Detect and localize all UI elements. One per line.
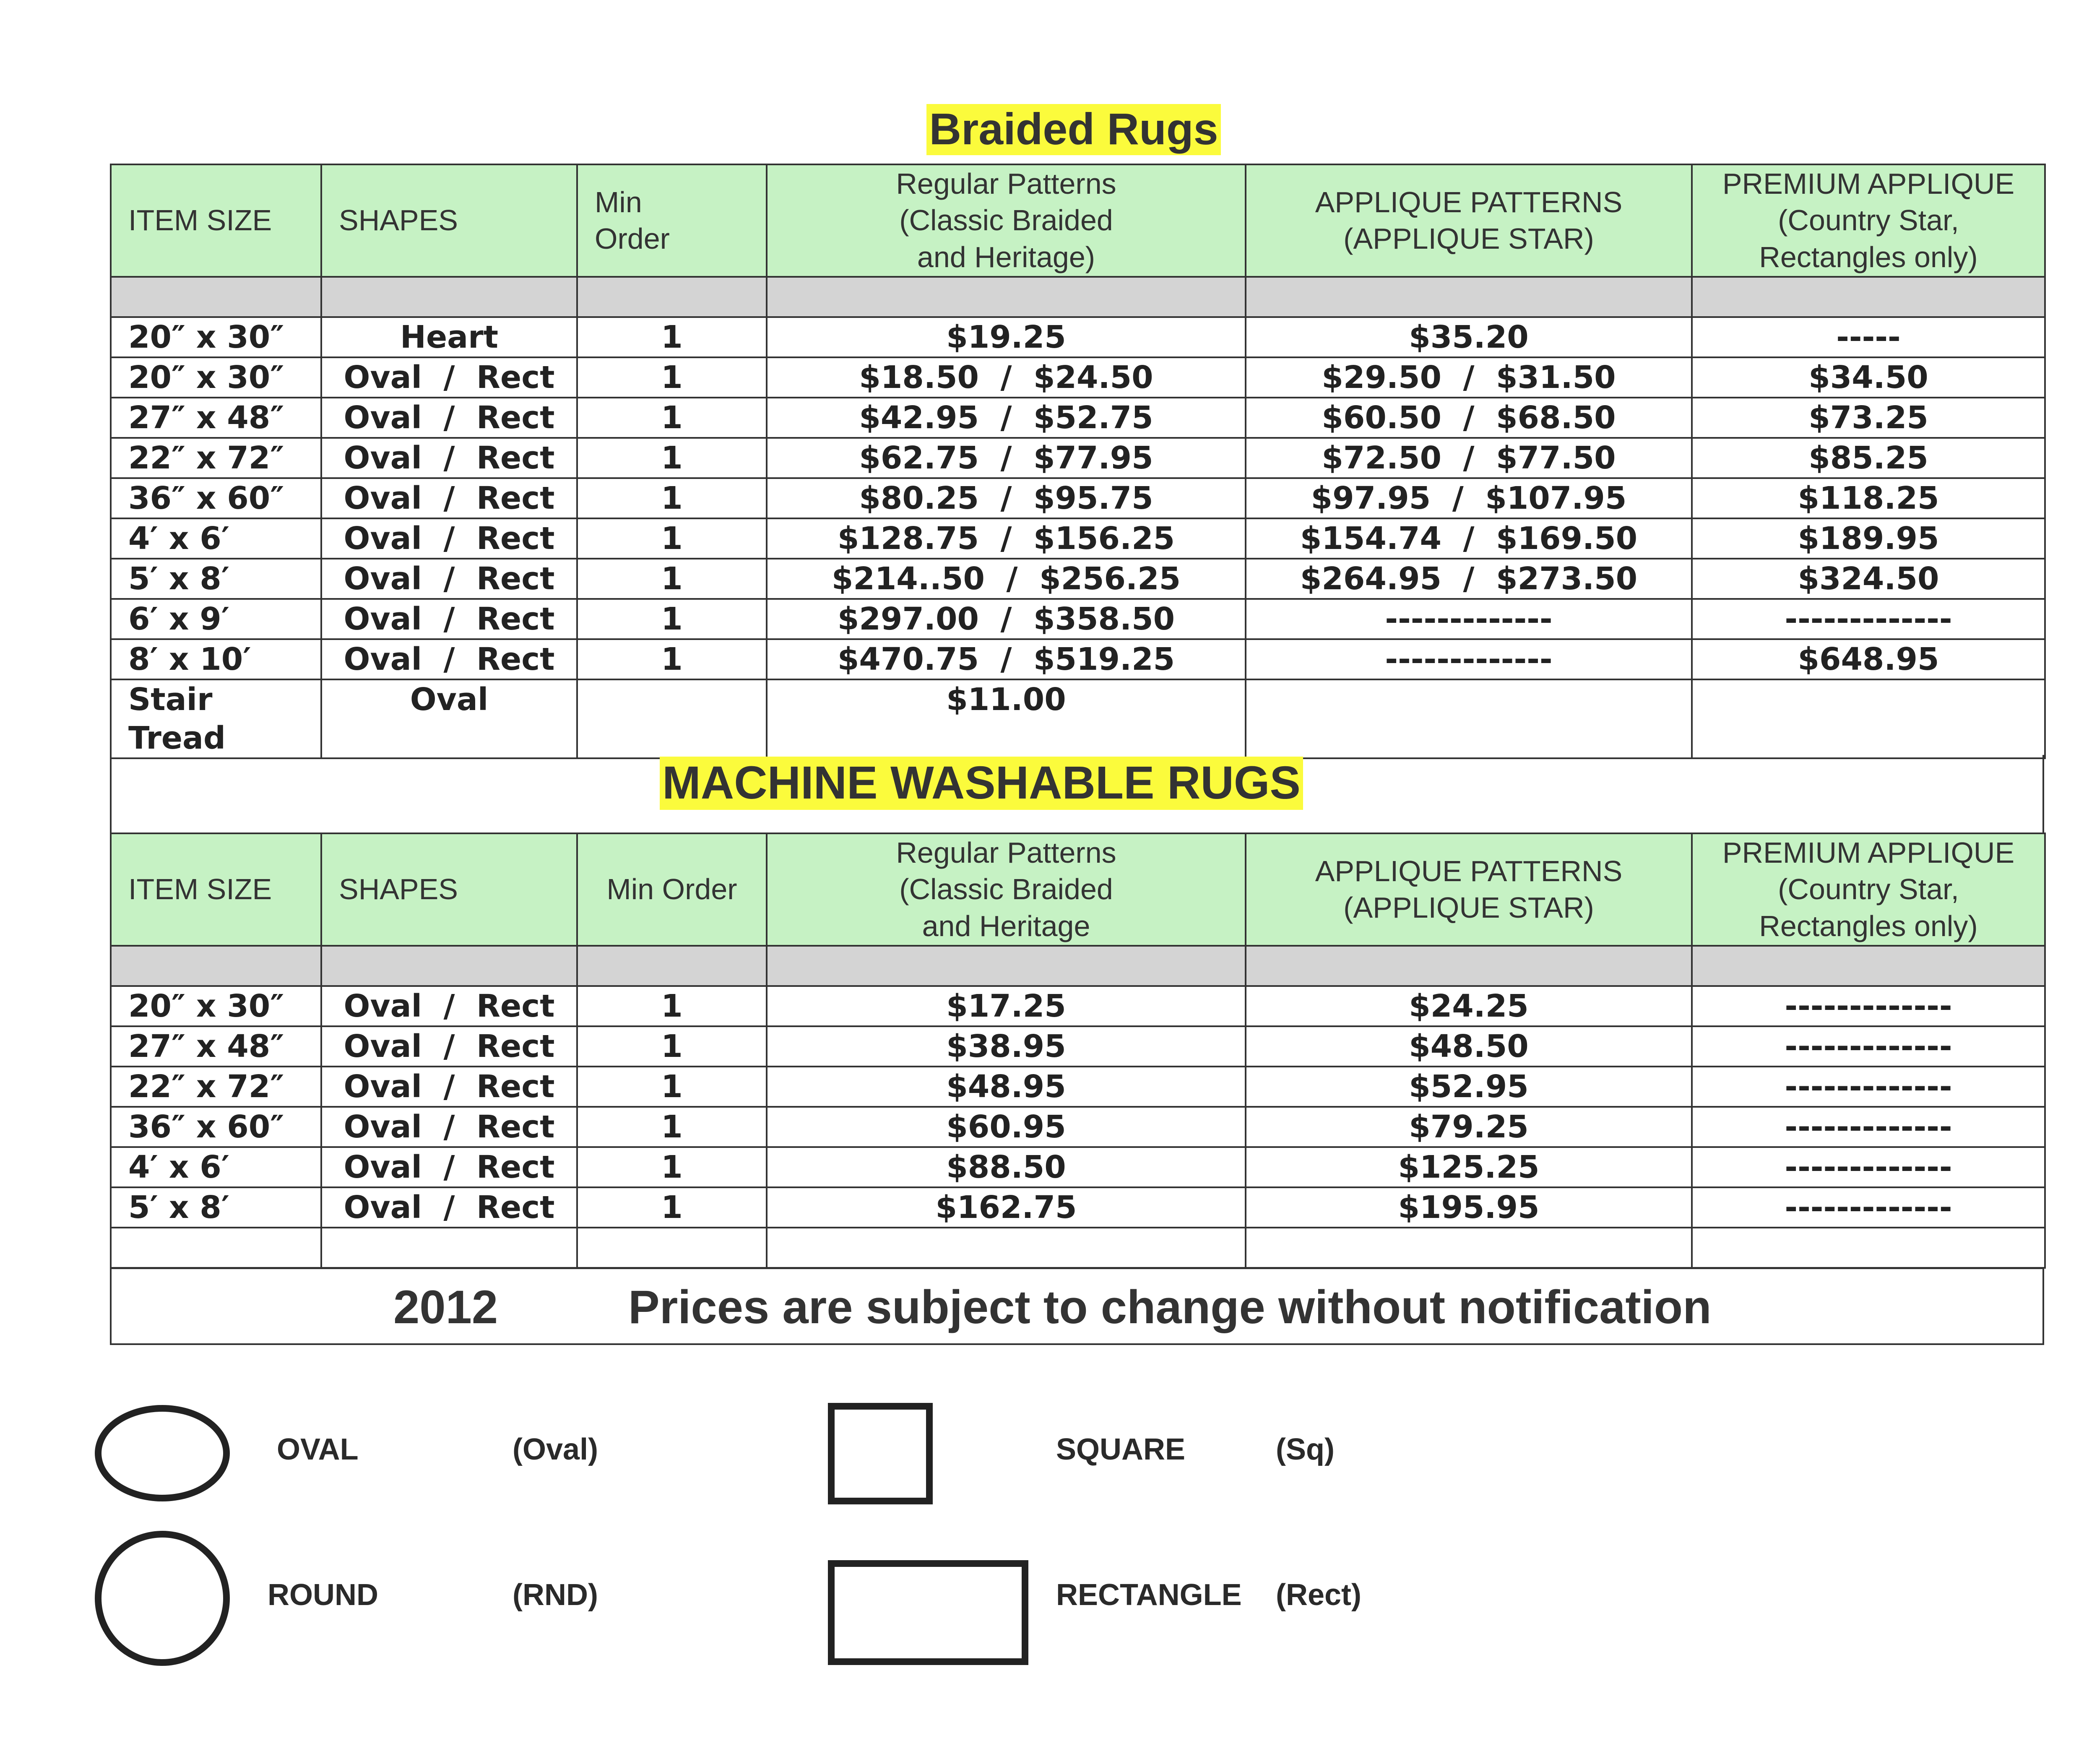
table-cell: Oval / Rect bbox=[321, 1067, 577, 1107]
table-cell: 1 bbox=[577, 518, 767, 559]
table-cell: $80.25 / $95.75 bbox=[767, 478, 1246, 518]
table-cell: ------------- bbox=[1692, 986, 2045, 1026]
legend-rectangle-abbr: (Rect) bbox=[1276, 1578, 1362, 1612]
washable-header-cell: ITEM SIZE bbox=[111, 833, 321, 946]
legend-round-abbr: (RND) bbox=[513, 1578, 598, 1612]
table-cell: 22″ x 72″ bbox=[111, 438, 321, 478]
table-cell: $324.50 bbox=[1692, 559, 2045, 599]
table-cell: $35.20 bbox=[1246, 317, 1692, 357]
table-cell bbox=[1692, 679, 2045, 758]
legend-rectangle-name: RECTANGLE bbox=[1056, 1578, 1242, 1612]
table-cell: 20″ x 30″ bbox=[111, 986, 321, 1026]
table-cell: Oval / Rect bbox=[321, 559, 577, 599]
table-cell: ------------- bbox=[1692, 599, 2045, 639]
braided-header-row bbox=[111, 164, 2045, 277]
washable-spacer-cell bbox=[767, 946, 1246, 986]
braided-rugs-table bbox=[110, 164, 2046, 759]
table-cell: ------------- bbox=[1692, 1107, 2045, 1147]
table-cell: $470.75 / $519.25 bbox=[767, 639, 1246, 679]
table-cell: ------------- bbox=[1246, 599, 1692, 639]
table-row bbox=[111, 317, 2045, 357]
washable-spacer-cell bbox=[1692, 946, 2045, 986]
blank-cell bbox=[111, 1228, 321, 1268]
braided-header-cell: SHAPES bbox=[321, 164, 577, 277]
braided-header-cell: ITEM SIZE bbox=[111, 164, 321, 277]
table-cell: 1 bbox=[577, 559, 767, 599]
table-cell: $79.25 bbox=[1246, 1107, 1692, 1147]
table-cell: Oval / Rect bbox=[321, 438, 577, 478]
table-cell: $60.50 / $68.50 bbox=[1246, 398, 1692, 438]
table-cell bbox=[577, 679, 767, 758]
table-cell: 27″ x 48″ bbox=[111, 398, 321, 438]
table-cell: 1 bbox=[577, 1147, 767, 1187]
table-cell: $97.95 / $107.95 bbox=[1246, 478, 1692, 518]
blank-cell bbox=[1246, 1228, 1692, 1268]
table-cell: 36″ x 60″ bbox=[111, 1107, 321, 1147]
washable-spacer-cell bbox=[111, 946, 321, 986]
table-cell: 1 bbox=[577, 438, 767, 478]
table-cell: $118.25 bbox=[1692, 478, 2045, 518]
table-cell: 4′ x 6′ bbox=[111, 518, 321, 559]
table-cell: 20″ x 30″ bbox=[111, 317, 321, 357]
table-cell: $48.50 bbox=[1246, 1026, 1692, 1067]
table-cell: $125.25 bbox=[1246, 1147, 1692, 1187]
table-row bbox=[111, 438, 2045, 478]
table-row bbox=[111, 1147, 2045, 1187]
braided-spacer-cell bbox=[767, 277, 1246, 317]
washable-header-cell: PREMIUM APPLIQUE (Country Star, Rectangles only) bbox=[1692, 833, 2045, 946]
table-cell: Oval / Rect bbox=[321, 599, 577, 639]
table-cell: $62.75 / $77.95 bbox=[767, 438, 1246, 478]
table-cell: ------------- bbox=[1692, 1026, 2045, 1067]
oval-shape-icon bbox=[95, 1405, 230, 1501]
table-cell: $88.50 bbox=[767, 1147, 1246, 1187]
blank-row bbox=[111, 1228, 2045, 1268]
washable-spacer-row bbox=[111, 946, 2045, 986]
table-cell: 27″ x 48″ bbox=[111, 1026, 321, 1067]
table-cell: 36″ x 60″ bbox=[111, 478, 321, 518]
braided-spacer-row bbox=[111, 277, 2045, 317]
table-row bbox=[111, 518, 2045, 559]
table-cell: ------------- bbox=[1692, 1147, 2045, 1187]
table-cell: Oval / Rect bbox=[321, 1026, 577, 1067]
washable-spacer-cell bbox=[321, 946, 577, 986]
table-row bbox=[111, 1026, 2045, 1067]
table-cell: Heart bbox=[321, 317, 577, 357]
table-row bbox=[111, 1187, 2045, 1228]
table-cell: 1 bbox=[577, 317, 767, 357]
table-cell: 4′ x 6′ bbox=[111, 1147, 321, 1187]
table-cell: $72.50 / $77.50 bbox=[1246, 438, 1692, 478]
table-cell: $11.00 bbox=[767, 679, 1246, 758]
table-cell: Oval / Rect bbox=[321, 478, 577, 518]
table-cell: 1 bbox=[577, 478, 767, 518]
washable-header-cell: SHAPES bbox=[321, 833, 577, 946]
table-cell: $214..50 / $256.25 bbox=[767, 559, 1246, 599]
table-row bbox=[111, 478, 2045, 518]
braided-spacer-cell bbox=[1692, 277, 2045, 317]
table-cell bbox=[1246, 679, 1692, 758]
table-cell: Oval / Rect bbox=[321, 518, 577, 559]
braided-spacer-cell bbox=[321, 277, 577, 317]
blank-cell bbox=[321, 1228, 577, 1268]
table-cell: 1 bbox=[577, 1187, 767, 1228]
table-cell: $648.95 bbox=[1692, 639, 2045, 679]
table-cell: Stair Tread bbox=[111, 679, 321, 758]
washable-header-cell: Min Order bbox=[577, 833, 767, 946]
price-change-note: Prices are subject to change without notification bbox=[628, 1281, 1712, 1333]
blank-cell bbox=[767, 1228, 1246, 1268]
braided-header-cell: APPLIQUE PATTERNS (APPLIQUE STAR) bbox=[1246, 164, 1692, 277]
table-cell: $19.25 bbox=[767, 317, 1246, 357]
braided-header-cell: PREMIUM APPLIQUE (Country Star, Rectangles only) bbox=[1692, 164, 2045, 277]
blank-cell bbox=[577, 1228, 767, 1268]
washable-spacer-cell bbox=[577, 946, 767, 986]
table-cell: $73.25 bbox=[1692, 398, 2045, 438]
legend-square-name: SQUARE bbox=[1056, 1433, 1186, 1466]
price-year: 2012 bbox=[393, 1281, 498, 1333]
legend-round-name: ROUND bbox=[268, 1578, 378, 1612]
washable-rugs-title-wrap bbox=[0, 757, 2097, 810]
table-cell: 8′ x 10′ bbox=[111, 639, 321, 679]
table-cell: Oval bbox=[321, 679, 577, 758]
braided-spacer-cell bbox=[577, 277, 767, 317]
table-cell: 1 bbox=[577, 357, 767, 398]
braided-rugs-title: Braided Rugs bbox=[926, 104, 1220, 155]
price-note-footer bbox=[110, 1267, 2044, 1345]
table-cell: Oval / Rect bbox=[321, 1187, 577, 1228]
washable-header-cell: Regular Patterns (Classic Braided and Heritage bbox=[767, 833, 1246, 946]
braided-header-cell: Regular Patterns (Classic Braided and Heritage) bbox=[767, 164, 1246, 277]
table-cell: $154.74 / $169.50 bbox=[1246, 518, 1692, 559]
table-cell: Oval / Rect bbox=[321, 1147, 577, 1187]
table-cell: Oval / Rect bbox=[321, 639, 577, 679]
table-cell: 20″ x 30″ bbox=[111, 357, 321, 398]
table-cell: $195.95 bbox=[1246, 1187, 1692, 1228]
washable-header-row bbox=[111, 833, 2045, 946]
table-row bbox=[111, 639, 2045, 679]
braided-spacer-cell bbox=[111, 277, 321, 317]
table-cell: $17.25 bbox=[767, 986, 1246, 1026]
legend-oval-abbr: (Oval) bbox=[513, 1433, 598, 1466]
washable-rugs-title: MACHINE WASHABLE RUGS bbox=[660, 757, 1303, 810]
table-cell: $38.95 bbox=[767, 1026, 1246, 1067]
table-cell: 5′ x 8′ bbox=[111, 1187, 321, 1228]
table-cell: ------------- bbox=[1246, 639, 1692, 679]
table-cell: $128.75 / $156.25 bbox=[767, 518, 1246, 559]
table-cell: 1 bbox=[577, 986, 767, 1026]
table-cell: $18.50 / $24.50 bbox=[767, 357, 1246, 398]
braided-header-cell: Min Order bbox=[577, 164, 767, 277]
table-cell: ------------- bbox=[1692, 1067, 2045, 1107]
table-cell: 1 bbox=[577, 599, 767, 639]
table-cell: $34.50 bbox=[1692, 357, 2045, 398]
table-cell: Oval / Rect bbox=[321, 398, 577, 438]
washable-rugs-table bbox=[110, 833, 2046, 1269]
table-cell: 6′ x 9′ bbox=[111, 599, 321, 639]
washable-spacer-cell bbox=[1246, 946, 1692, 986]
washable-header-cell: APPLIQUE PATTERNS (APPLIQUE STAR) bbox=[1246, 833, 1692, 946]
table-row bbox=[111, 559, 2045, 599]
legend-oval-name: OVAL bbox=[277, 1433, 359, 1466]
table-row bbox=[111, 357, 2045, 398]
table-cell: $42.95 / $52.75 bbox=[767, 398, 1246, 438]
table-cell: ----- bbox=[1692, 317, 2045, 357]
table-cell: $60.95 bbox=[767, 1107, 1246, 1147]
table-cell: Oval / Rect bbox=[321, 986, 577, 1026]
table-cell: $29.50 / $31.50 bbox=[1246, 357, 1692, 398]
table-cell: $52.95 bbox=[1246, 1067, 1692, 1107]
table-row bbox=[111, 398, 2045, 438]
table-row bbox=[111, 1107, 2045, 1147]
rectangle-shape-icon bbox=[828, 1560, 1028, 1665]
braided-spacer-cell bbox=[1246, 277, 1692, 317]
table-row bbox=[111, 986, 2045, 1026]
round-shape-icon bbox=[95, 1531, 230, 1666]
table-cell: $297.00 / $358.50 bbox=[767, 599, 1246, 639]
table-cell: $162.75 bbox=[767, 1187, 1246, 1228]
table-cell: 1 bbox=[577, 639, 767, 679]
table-row bbox=[111, 679, 2045, 758]
table-cell: ------------- bbox=[1692, 1187, 2045, 1228]
table-row bbox=[111, 1067, 2045, 1107]
table-cell: $24.25 bbox=[1246, 986, 1692, 1026]
table-cell: 1 bbox=[577, 1026, 767, 1067]
braided-rugs-title-wrap bbox=[0, 104, 2097, 155]
table-cell: $85.25 bbox=[1692, 438, 2045, 478]
table-cell: 22″ x 72″ bbox=[111, 1067, 321, 1107]
blank-cell bbox=[1692, 1228, 2045, 1268]
legend-square-abbr: (Sq) bbox=[1276, 1433, 1335, 1466]
square-shape-icon bbox=[828, 1403, 933, 1504]
table-cell: $48.95 bbox=[767, 1067, 1246, 1107]
table-cell: Oval / Rect bbox=[321, 1107, 577, 1147]
table-cell: 5′ x 8′ bbox=[111, 559, 321, 599]
table-row bbox=[111, 599, 2045, 639]
table-cell: Oval / Rect bbox=[321, 357, 577, 398]
table-cell: 1 bbox=[577, 398, 767, 438]
table-cell: $189.95 bbox=[1692, 518, 2045, 559]
table-cell: $264.95 / $273.50 bbox=[1246, 559, 1692, 599]
table-cell: 1 bbox=[577, 1067, 767, 1107]
table-cell: 1 bbox=[577, 1107, 767, 1147]
